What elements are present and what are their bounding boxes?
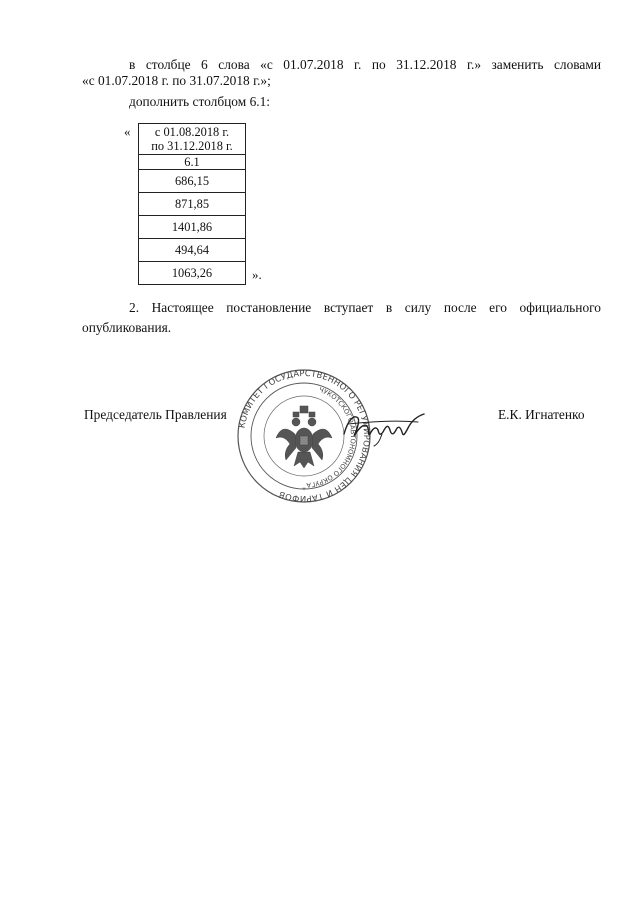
handwritten-signature	[338, 404, 438, 448]
signatory-name: Е.К. Игнатенко	[498, 407, 585, 422]
table-value-cell: 871,85	[139, 193, 246, 216]
table-header-line1: с 01.08.2018 г.	[154, 125, 230, 139]
table-close-quote: ».	[252, 267, 262, 282]
para1-line2: «с 01.07.2018 г. по 31.07.2018 г.»;	[82, 73, 271, 88]
table-column-number: 6.1	[139, 155, 246, 170]
para3-line2: опубликования.	[82, 320, 172, 335]
table-open-quote: «	[124, 124, 131, 139]
table-value-cell: 1401,86	[139, 216, 246, 239]
table-value-cell: 686,15	[139, 170, 246, 193]
table-header-cell	[139, 124, 246, 155]
coat-of-arms-icon	[276, 406, 332, 468]
para1-line1: в столбце 6 слова «с 01.07.2018 г. по 31.12.2018 г.» заменить словами	[129, 57, 601, 72]
para3-line1: 2. Настоящее постановление вступает в силу после его официального	[129, 300, 601, 315]
table-header-line2: по 31.12.2018 г.	[151, 139, 233, 153]
column-6-1-table	[138, 123, 246, 285]
svg-text:*: *	[302, 486, 306, 494]
seal-outer-text: КОМИТЕТ ГОСУДАРСТВЕННОГО РЕГУЛИРОВАНИЯ ЦЕН И ТАРИФОВ	[236, 368, 372, 504]
table-value-cell: 1063,26	[139, 262, 246, 285]
signatory-title: Председатель Правления	[84, 407, 227, 422]
seal-inner-text: ЧУКОТСКОГО АВТОНОМНОГО ОКРУГА	[306, 385, 358, 489]
para2-text: дополнить столбцом 6.1:	[129, 94, 271, 109]
table-value-cell: 494,64	[139, 239, 246, 262]
